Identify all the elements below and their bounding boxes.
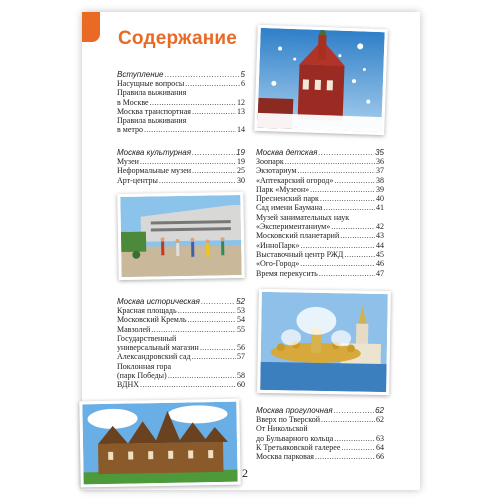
section-heading[interactable]: Вступление ..... 5 — [117, 68, 245, 79]
toc-entry[interactable]: универсальный магазин ..... 56 — [117, 343, 245, 352]
section-history — [117, 295, 245, 390]
toc-entry-line[interactable]: Государственный — [117, 333, 177, 343]
toc-entry[interactable]: до Бульварного кольца ..... 63 — [256, 434, 384, 443]
toc-list — [117, 306, 245, 390]
page-number: 2 — [242, 466, 248, 480]
toc-entry-line[interactable]: Правила выживания — [117, 116, 187, 126]
toc-entry[interactable]: Сад имени Баумана ..... 41 — [256, 203, 384, 212]
section-culture — [117, 146, 245, 185]
section-heading[interactable]: Москва детская ..... 35 — [256, 146, 384, 157]
toc-entry[interactable]: Арт-центры ..... 30 — [117, 176, 245, 185]
toc-entry[interactable]: Московский Кремль ..... 54 — [117, 315, 245, 324]
toc-entry[interactable]: Время перекусить ..... 47 — [256, 269, 384, 278]
toc-entry[interactable]: Красная площадь ..... 53 — [117, 306, 245, 315]
toc-entry[interactable]: Москва транспортная ..... 13 — [117, 107, 245, 116]
toc-list — [256, 157, 384, 278]
corner-tab — [82, 12, 100, 42]
section-heading[interactable]: Москва историческая ..... 52 — [117, 295, 245, 306]
toc-entry[interactable]: (парк Победы) ..... 58 — [117, 371, 245, 380]
toc-entry[interactable]: К Третьяковской галерее ..... 64 — [256, 443, 384, 452]
page-title: Содержание — [118, 28, 238, 49]
section-children — [256, 146, 384, 278]
toc-entry[interactable]: Парк «Музеон» ..... 39 — [256, 185, 384, 194]
toc-entry[interactable]: Насущные вопросы ..... 6 — [117, 79, 245, 88]
toc-entry-line[interactable]: От Никольской — [256, 424, 308, 434]
toc-entry[interactable]: ВДНХ ..... 60 — [117, 380, 245, 389]
toc-entry[interactable]: Зоопарк ..... 36 — [256, 157, 384, 166]
toc-list — [117, 79, 245, 135]
toc-entry[interactable]: «Экспериментаниум» ..... 42 — [256, 222, 384, 231]
section-intro — [117, 68, 245, 135]
toc-entry[interactable]: Музеи ..... 19 — [117, 157, 245, 166]
toc-entry[interactable]: Неформальные музеи ..... 25 — [117, 166, 245, 175]
toc-entry[interactable]: Вверх по Тверской ..... 62 — [256, 415, 384, 424]
toc-entry[interactable]: «Аптекарский огород» ..... 38 — [256, 176, 384, 185]
toc-entry[interactable]: в метро ..... 14 — [117, 125, 245, 134]
toc-entry[interactable]: Московский планетарий ..... 43 — [256, 231, 384, 240]
toc-entry[interactable]: «ИнноПарк» ..... 44 — [256, 241, 384, 250]
toc-entry[interactable]: Пресненский парк ..... 40 — [256, 194, 384, 203]
fountain-photo — [257, 289, 391, 395]
toc-entry[interactable]: Александровский сад ..... 57 — [117, 352, 245, 361]
toc-entry[interactable]: Выставочный центр РЖД ..... 45 — [256, 250, 384, 259]
section-walk — [256, 404, 384, 461]
toc-entry[interactable]: в Москве ..... 12 — [117, 98, 245, 107]
toc-entry[interactable]: Мавзолей ..... 55 — [117, 325, 245, 334]
toc-entry-line[interactable]: Поклонная гора — [117, 361, 172, 371]
section-heading[interactable]: Москва культурная ..... 19 — [117, 146, 245, 157]
toc-entry[interactable]: Москва парковая ..... 66 — [256, 452, 384, 461]
toc-list — [256, 415, 384, 461]
toc-entry-line[interactable]: Правила выживания — [117, 88, 187, 98]
toc-entry[interactable]: «Ого-Город» ..... 46 — [256, 259, 384, 268]
toc-entry-line[interactable]: Музей занимательных наук — [256, 212, 350, 222]
toc-list — [117, 157, 245, 185]
winter-cathedral-photo — [254, 25, 388, 135]
section-heading[interactable]: Москва прогулочная ..... 62 — [256, 404, 384, 415]
toc-entry[interactable]: Экзотариум ..... 37 — [256, 166, 384, 175]
wooden-palace-photo — [79, 399, 240, 488]
square-crowd-photo — [117, 192, 244, 280]
